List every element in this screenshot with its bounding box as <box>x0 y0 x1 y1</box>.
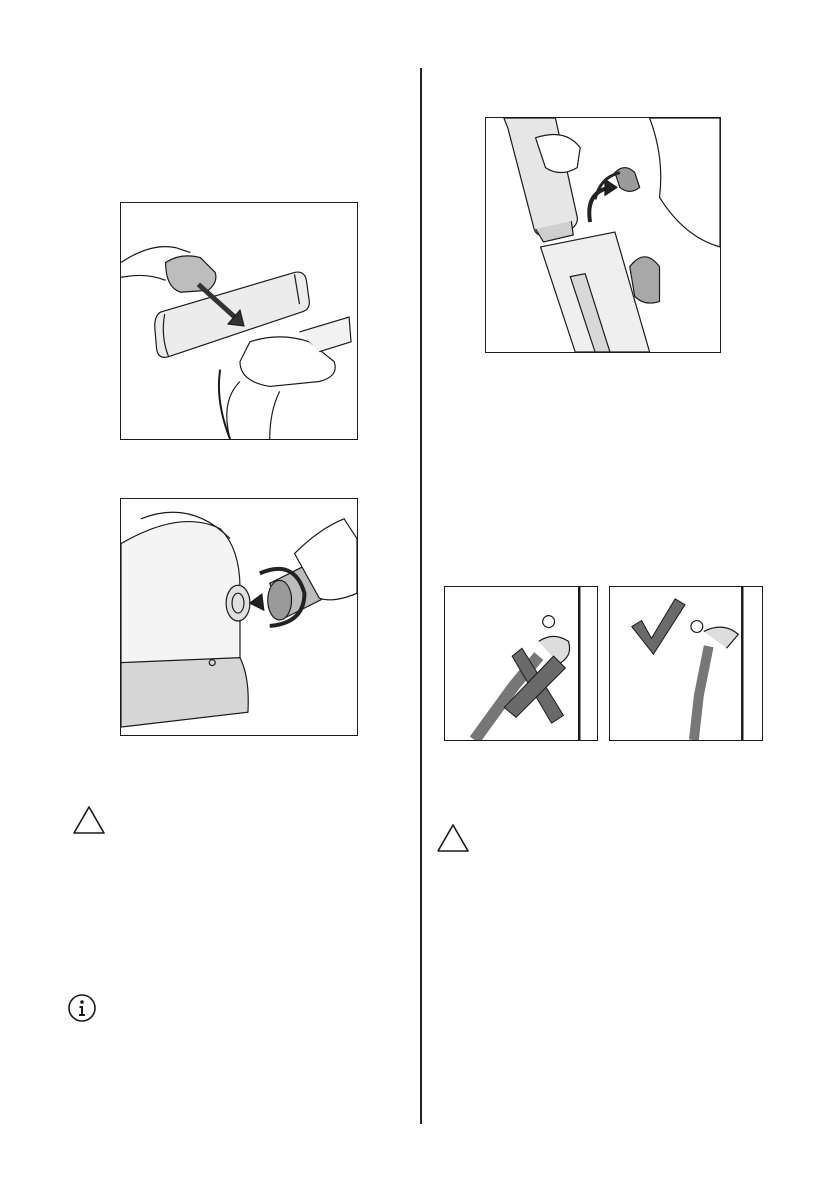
warning-triangle-icon <box>436 823 470 853</box>
warning-triangle-icon <box>72 805 106 835</box>
figure-hose-correct <box>609 586 763 741</box>
check-mark-icon <box>632 599 685 654</box>
figure-hose-wrong <box>444 586 598 741</box>
figure-hose-connector <box>120 498 358 736</box>
figure-fill-tank <box>485 117 721 353</box>
column-divider <box>420 68 422 1124</box>
figure-window-nozzle <box>120 202 358 440</box>
info-circle-icon <box>67 993 97 1023</box>
